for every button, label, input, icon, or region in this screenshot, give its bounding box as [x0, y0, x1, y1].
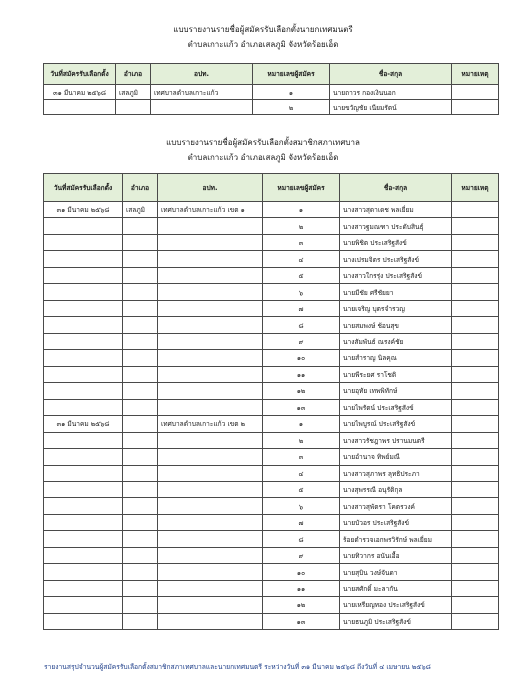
table-row: [44, 202, 499, 218]
cell-district: [123, 317, 158, 333]
cell-district: [123, 514, 158, 530]
cell-district: [123, 234, 158, 250]
cell-number: ๑: [253, 85, 330, 100]
cell-name: นายพิชิต ประเสริฐสังข์: [340, 234, 452, 250]
table-row: [44, 85, 499, 100]
table-header-row: [44, 174, 499, 202]
cell-name: ร้อยตำรวจเอกพรวิรักษ์ พลเยี่ยม: [340, 531, 452, 547]
header-name: ชื่อ-สกุล: [330, 64, 452, 85]
cell-org: [151, 100, 253, 115]
cell-date: [44, 514, 123, 530]
cell-name: นางสาวสุพัตรา โคตรวงค์: [340, 498, 452, 514]
cell-district: [123, 481, 158, 497]
cell-note: [452, 547, 499, 563]
cell-date: [44, 300, 123, 316]
cell-name: นายบัวอร ประเสริฐสังข์: [340, 514, 452, 530]
table-row: [44, 218, 499, 234]
table-row: [44, 449, 499, 465]
cell-date: [44, 366, 123, 382]
cell-org: [158, 547, 263, 563]
cell-name: นางสาวรัชฎาพร ปรานมนตรี: [340, 432, 452, 448]
table-row: [44, 481, 499, 497]
cell-district: [123, 300, 158, 316]
council-candidates-table: [43, 173, 499, 630]
cell-district: [123, 251, 158, 267]
cell-note: [452, 284, 499, 300]
cell-number: ๑: [263, 202, 340, 218]
table-row: [44, 416, 499, 432]
cell-note: [452, 267, 499, 283]
cell-district: [123, 465, 158, 481]
cell-note: [452, 317, 499, 333]
cell-date: [44, 580, 123, 596]
cell-note: [452, 202, 499, 218]
cell-note: [452, 333, 499, 349]
cell-name: นายเหรียญทอง ประเสริฐสังข์: [340, 597, 452, 613]
table-row: [44, 251, 499, 267]
cell-name: นายอุทัย เทพพิทักษ์: [340, 383, 452, 399]
cell-district: [123, 613, 158, 629]
cell-date: [44, 531, 123, 547]
cell-name: นางสาวสุดาเดช พลเยี่ยม: [340, 202, 452, 218]
cell-district: [123, 350, 158, 366]
cell-date: [44, 251, 123, 267]
cell-district: [123, 547, 158, 563]
cell-date: [44, 317, 123, 333]
cell-date: [44, 333, 123, 349]
cell-org: [158, 514, 263, 530]
cell-district: [123, 432, 158, 448]
cell-date: [44, 284, 123, 300]
section2-title: แบบรายงานรายชื่อผู้สมัครรับเลือกตั้งสมาชิกสภาเทศบาล: [166, 138, 360, 147]
cell-name: นางสาวสุภาพร ลุทธิประภา: [340, 465, 452, 481]
cell-district: [123, 531, 158, 547]
cell-note: [452, 465, 499, 481]
cell-district: [123, 580, 158, 596]
cell-number: ๘: [263, 317, 340, 333]
cell-number: ๙: [263, 333, 340, 349]
section2-subtitle: ตำบลเกาะแก้ว อำเภอเสลภูมิ จังหวัดร้อยเอ็ด: [187, 153, 339, 162]
cell-number: ๓: [263, 234, 340, 250]
summary-footnote: รายงานสรุปจำนวนผู้สมัครรับเลือกตั้งสมาชิกสภาเทศบาลและนายกเทศมนตรี ระหว่างวันที่ ๓๑ มีนาคม ๒๕๖๘ ถึงวันที่ ๔ เมษายน ๒๕๖๘: [44, 663, 431, 671]
cell-date: [44, 383, 123, 399]
cell-note: [452, 613, 499, 629]
cell-number: ๕: [263, 267, 340, 283]
header-district: อำเภอ: [116, 64, 151, 85]
cell-note: [452, 300, 499, 316]
cell-note: [452, 580, 499, 596]
table-row: [44, 399, 499, 415]
cell-org: [158, 251, 263, 267]
cell-number: ๑๓: [263, 613, 340, 629]
cell-name: นางสาวใกรรุ่ง ประเสริฐสังข์: [340, 267, 452, 283]
cell-name: นายถาวร กองเงินนอก: [330, 85, 452, 100]
cell-org: [158, 531, 263, 547]
cell-district: [123, 399, 158, 415]
cell-note: [452, 514, 499, 530]
table-row: [44, 613, 499, 629]
cell-name: นางเปรมจิตร ประเสริฐสังข์: [340, 251, 452, 267]
cell-date: ๓๑ มีนาคม ๒๕๖๘: [44, 202, 123, 218]
table-row: [44, 383, 499, 399]
cell-number: ๗: [263, 300, 340, 316]
cell-org: [158, 300, 263, 316]
cell-note: [452, 366, 499, 382]
cell-date: [44, 597, 123, 613]
section1-title: แบบรายงานรายชื่อผู้สมัครรับเลือกตั้งนายกเทศมนตรี: [173, 25, 353, 34]
cell-name: นางสัมพันธ์ ณรงค์ชัย: [340, 333, 452, 349]
cell-org: [158, 284, 263, 300]
cell-date: [44, 350, 123, 366]
cell-name: นายสุบิน วงษ์จันดา: [340, 564, 452, 580]
cell-org: [158, 481, 263, 497]
cell-org: [158, 399, 263, 415]
cell-note: [452, 449, 499, 465]
cell-note: [452, 234, 499, 250]
cell-date: [44, 399, 123, 415]
cell-org: [158, 218, 263, 234]
header-number: หมายเลขผู้สมัคร: [253, 64, 330, 85]
cell-org: [158, 350, 263, 366]
cell-org: [158, 317, 263, 333]
cell-number: ๔: [263, 465, 340, 481]
cell-date: [44, 564, 123, 580]
cell-district: [116, 100, 151, 115]
cell-org: เทศบาลตำบลเกาะแก้ว เขต ๑: [158, 202, 263, 218]
table-row: [44, 284, 499, 300]
table-row: [44, 432, 499, 448]
table-row: [44, 366, 499, 382]
cell-name: นายธนภูมิ ประเสริฐสังข์: [340, 613, 452, 629]
cell-note: [452, 251, 499, 267]
cell-number: ๘: [263, 531, 340, 547]
header-name: ชื่อ-สกุล: [340, 174, 452, 202]
cell-name: นายไพรัตน์ ประเสริฐสังข์: [340, 399, 452, 415]
cell-number: ๑๐: [263, 350, 340, 366]
cell-org: [158, 465, 263, 481]
cell-district: [123, 449, 158, 465]
cell-org: [158, 498, 263, 514]
cell-org: [158, 613, 263, 629]
table-row: [44, 547, 499, 563]
cell-number: ๒: [263, 218, 340, 234]
cell-number: ๑๓: [263, 399, 340, 415]
cell-org: [158, 580, 263, 596]
cell-district: [123, 383, 158, 399]
cell-number: ๒: [253, 100, 330, 115]
table-row: [44, 498, 499, 514]
table-header-row: [44, 64, 499, 85]
cell-org: [158, 333, 263, 349]
table-row: [44, 531, 499, 547]
header-org: อปท.: [151, 64, 253, 85]
cell-number: ๑๑: [263, 366, 340, 382]
cell-note: [452, 564, 499, 580]
cell-note: [452, 481, 499, 497]
cell-date: [44, 449, 123, 465]
cell-number: ๔: [263, 251, 340, 267]
cell-number: ๗: [263, 514, 340, 530]
cell-org: [158, 267, 263, 283]
cell-number: ๑๑: [263, 580, 340, 596]
cell-name: นายเจริญ บุตรจำรวญ: [340, 300, 452, 316]
cell-name: นายสมพงษ์ ช้อนสุข: [340, 317, 452, 333]
cell-note: [452, 100, 499, 115]
table-row: [44, 597, 499, 613]
cell-date: [44, 613, 123, 629]
header-note: หมายเหตุ: [452, 174, 499, 202]
cell-note: [452, 399, 499, 415]
cell-number: ๑: [263, 416, 340, 432]
cell-name: นายทิวากร อนันเอื้อ: [340, 547, 452, 563]
table-row: [44, 465, 499, 481]
cell-district: เสลภูมิ: [116, 85, 151, 100]
cell-note: [452, 432, 499, 448]
cell-date: [44, 498, 123, 514]
table-row: [44, 580, 499, 596]
cell-note: [452, 350, 499, 366]
cell-note: [452, 531, 499, 547]
header-note: หมายเหตุ: [452, 64, 499, 85]
cell-number: ๒: [263, 432, 340, 448]
section1-subtitle: ตำบลเกาะแก้ว อำเภอเสลภูมิ จังหวัดร้อยเอ็ด: [187, 40, 339, 49]
table-row: [44, 300, 499, 316]
cell-date: ๓๑ มีนาคม ๒๕๖๘: [44, 416, 123, 432]
cell-date: ๓๑ มีนาคม ๒๕๖๘: [44, 85, 116, 100]
cell-name: นายสำราญ นิลคุณ: [340, 350, 452, 366]
table-row: [44, 100, 499, 115]
cell-district: [123, 366, 158, 382]
cell-org: [158, 366, 263, 382]
cell-name: นายขวัญชัย เนียมรัตน์: [330, 100, 452, 115]
cell-name: นายสศักดิ์ มะลากัน: [340, 580, 452, 596]
cell-number: ๖: [263, 284, 340, 300]
cell-date: [44, 465, 123, 481]
table-row: [44, 514, 499, 530]
cell-number: ๑๒: [263, 383, 340, 399]
cell-district: [123, 284, 158, 300]
cell-date: [44, 481, 123, 497]
header-date: วันที่สมัครรับเลือกตั้ง: [44, 174, 123, 202]
cell-district: [123, 333, 158, 349]
table-row: [44, 267, 499, 283]
table-row: [44, 350, 499, 366]
cell-org: [158, 432, 263, 448]
table-row: [44, 234, 499, 250]
cell-district: [123, 218, 158, 234]
cell-district: เสลภูมิ: [123, 202, 158, 218]
header-date: วันที่สมัครรับเลือกตั้ง: [44, 64, 116, 85]
cell-name: นายอำนาจ ทิพย์มณี: [340, 449, 452, 465]
cell-org: [158, 597, 263, 613]
table-row: [44, 564, 499, 580]
cell-number: ๙: [263, 547, 340, 563]
cell-district: [123, 267, 158, 283]
cell-date: [44, 547, 123, 563]
cell-org: เทศบาลตำบลเกาะแก้ว เขต ๒: [158, 416, 263, 432]
cell-org: [158, 449, 263, 465]
cell-district: [123, 564, 158, 580]
cell-number: ๑๐: [263, 564, 340, 580]
cell-date: [44, 100, 116, 115]
cell-name: นายพีระยศ ราโชติ: [340, 366, 452, 382]
cell-name: นางสุพรรณี อนุรัติกุล: [340, 481, 452, 497]
cell-date: [44, 234, 123, 250]
cell-date: [44, 432, 123, 448]
cell-date: [44, 267, 123, 283]
cell-district: [123, 498, 158, 514]
cell-number: ๑๒: [263, 597, 340, 613]
cell-org: [158, 234, 263, 250]
cell-org: [158, 564, 263, 580]
cell-note: [452, 218, 499, 234]
cell-name: นายไพบูรณ์ ประเสริฐสังข์: [340, 416, 452, 432]
mayor-candidates-table: [43, 63, 499, 115]
cell-district: [123, 416, 158, 432]
table-row: [44, 333, 499, 349]
cell-note: [452, 383, 499, 399]
cell-number: ๓: [263, 449, 340, 465]
header-number: หมายเลขผู้สมัคร: [263, 174, 340, 202]
cell-note: [452, 498, 499, 514]
cell-org: [158, 383, 263, 399]
cell-number: ๕: [263, 481, 340, 497]
cell-name: นายมีชัย ศรีชัยยา: [340, 284, 452, 300]
cell-note: [452, 597, 499, 613]
cell-org: เทศบาลตำบลเกาะแก้ว: [151, 85, 253, 100]
header-org: อปท.: [158, 174, 263, 202]
cell-date: [44, 218, 123, 234]
cell-district: [123, 597, 158, 613]
table-row: [44, 317, 499, 333]
cell-number: ๖: [263, 498, 340, 514]
header-district: อำเภอ: [123, 174, 158, 202]
cell-note: [452, 416, 499, 432]
cell-note: [452, 85, 499, 100]
cell-name: นางสาวฐมณฑา ประดับสินธุ์: [340, 218, 452, 234]
